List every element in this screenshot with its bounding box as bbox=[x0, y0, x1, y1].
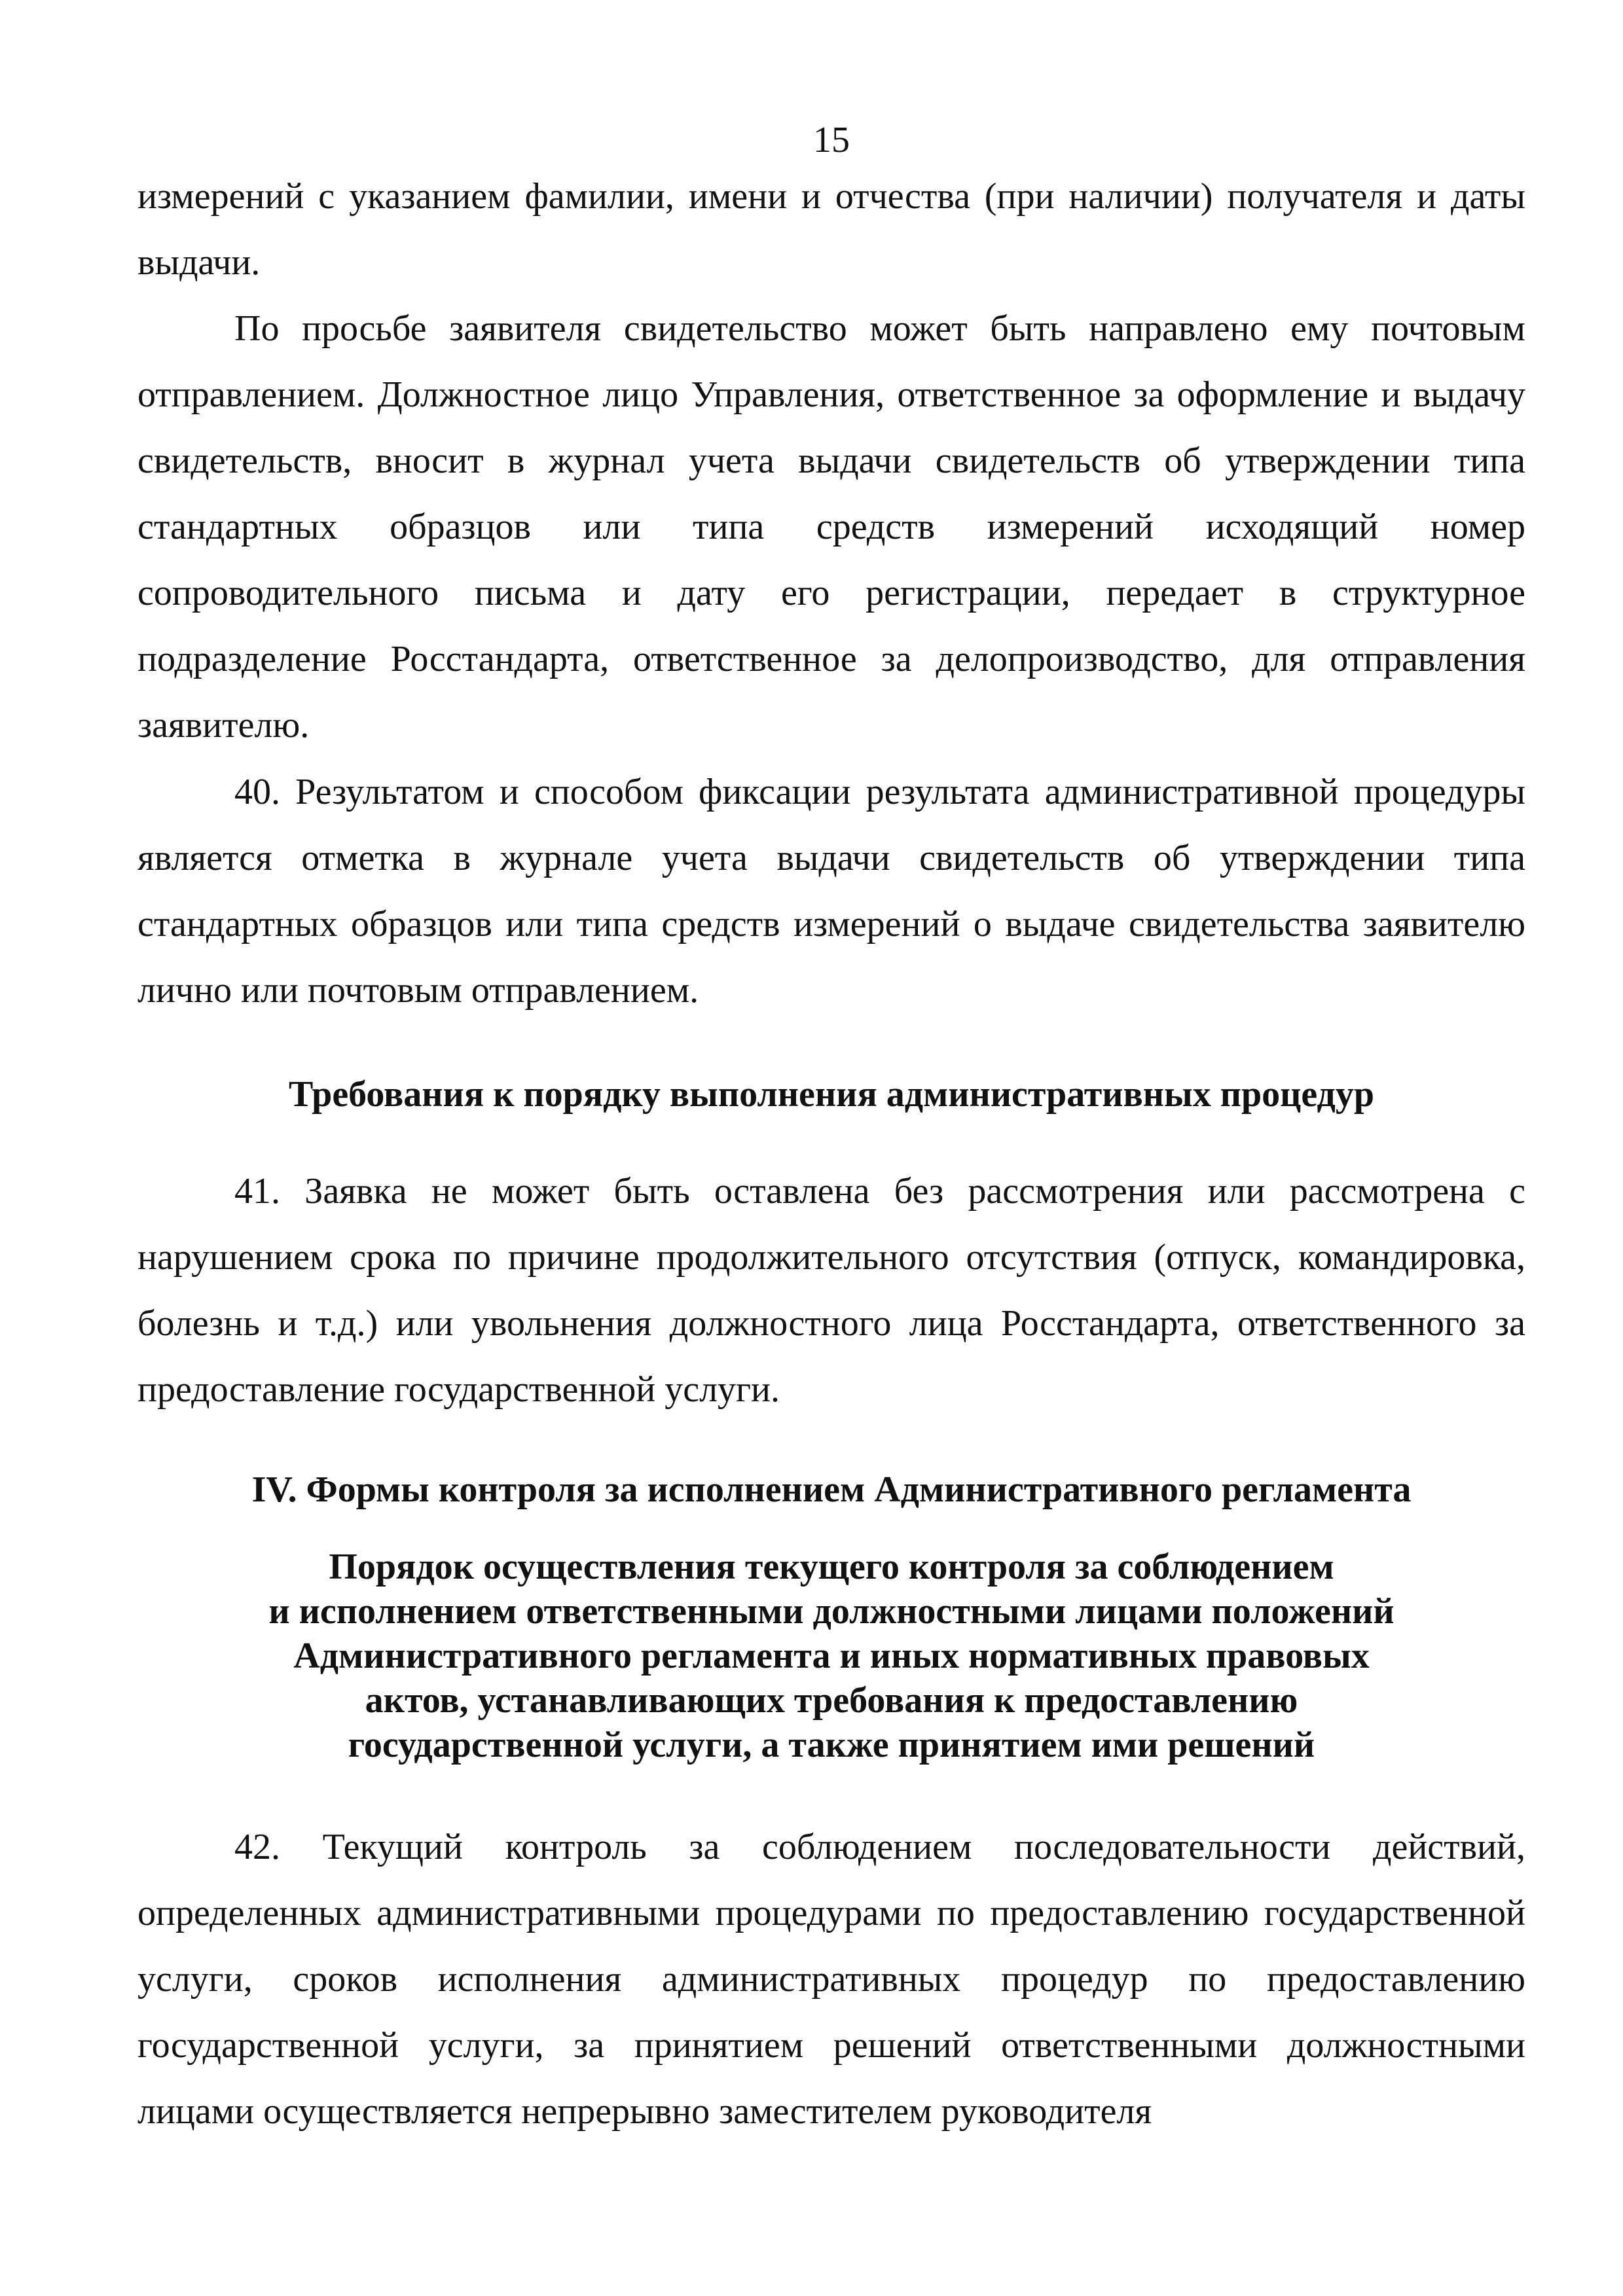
paragraph-42: 42. Текущий контроль за соблюдением последовательности действий, определенных административными процедурами по предоставлению государственной услуги, сроков исполнения административных процедур по предоставлению государственной услуги, за принятием решений ответственными должностными лицами осуществляется непрерывно заместителем руководителя bbox=[137, 1827, 1525, 2132]
page-number: 15 bbox=[813, 120, 850, 160]
heading-current-control bbox=[137, 1545, 1525, 1767]
heading-line: Административного регламента и иных нормативных правовых bbox=[293, 1636, 1370, 1676]
heading-line: государственной услуги, а также принятием ими решений bbox=[348, 1725, 1315, 1765]
paragraph-41: 41. Заявка не может быть оставлена без рассмотрения или рассмотрена с нарушением срока по причине продолжительного отсутствия (отпуск, командировка, болезнь и т.д.) или увольнения должностного лица Росстандарта, ответственного за предоставление государственной услуги. bbox=[137, 1171, 1525, 1410]
heading-line: актов, устанавливающих требования к предоставлению bbox=[365, 1680, 1298, 1721]
heading-procedure-requirements: Требования к порядку выполнения административных процедур bbox=[288, 1074, 1375, 1115]
paragraph-continuation: измерений с указанием фамилии, имени и отчества (при наличии) получателя и даты выдачи. bbox=[137, 176, 1525, 283]
paragraph-postal-delivery: По просьбе заявителя свидетельство может быть направлено ему почтовым отправлением. Должностное лицо Управления, ответственное за оформление и выдачу свидетельств, вносит в журнал учета выдачи свидетельств об утверждении типа стандартных образцов или типа средств измерений исходящий номер сопроводительного письма и дату его регистрации, передает в структурное подразделение Росстандарта, ответственное за делопроизводство, для отправления заявителю. bbox=[137, 308, 1525, 745]
heading-section-iv: IV. Формы контроля за исполнением Административного регламента bbox=[251, 1469, 1412, 1510]
paragraph-40: 40. Результатом и способом фиксации результата административной процедуры является отметка в журнале учета выдачи свидетельств об утверждении типа стандартных образцов или типа средств измерений о выдаче свидетельства заявителю лично или почтовым отправлением. bbox=[137, 772, 1525, 1011]
heading-line: и исполнением ответственными должностными лицами положений bbox=[268, 1591, 1395, 1632]
heading-line: Порядок осуществления текущего контроля за соблюдением bbox=[329, 1547, 1334, 1587]
